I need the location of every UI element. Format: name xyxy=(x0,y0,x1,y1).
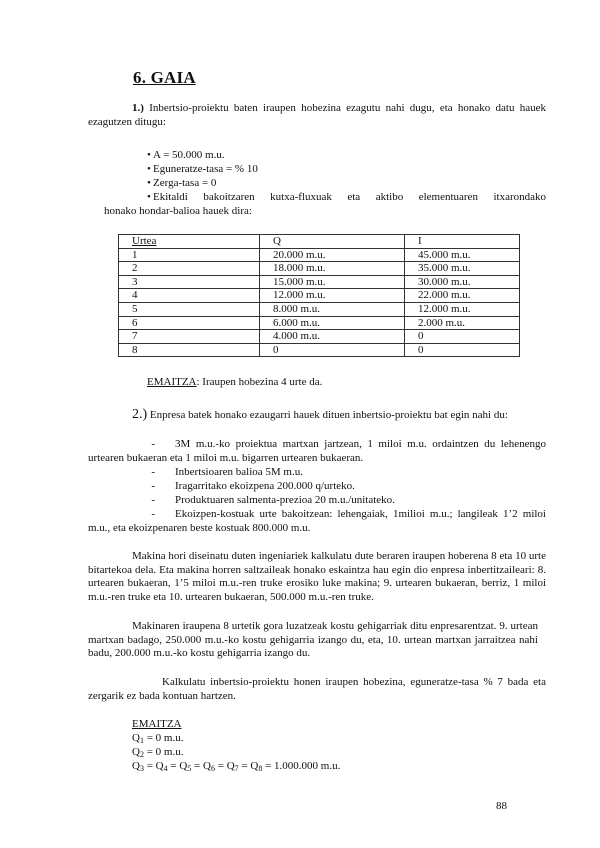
table-row: 1 20.000 m.u. 45.000 m.u. xyxy=(119,248,520,262)
table-row: 2 18.000 m.u. 35.000 m.u. xyxy=(119,262,520,276)
table-row: 7 4.000 m.u. 0 xyxy=(119,330,520,344)
exercise-1-intro xyxy=(88,102,546,129)
page-title: 6. GAIA xyxy=(133,68,196,87)
bullet-icon: • xyxy=(147,177,151,189)
paragraph: Kalkulatu inbertsio-proiektu honen iraupen hobezina, eguneratze-tasa % 7 bada eta zergarik ez bada kontuan hartzen. xyxy=(88,676,546,702)
data-table xyxy=(118,234,520,357)
bullet-icon: • xyxy=(147,163,151,175)
result-label: EMAITZA xyxy=(147,376,197,388)
list-item: - Inbertsioaren balioa 5M m.u. xyxy=(151,466,303,478)
bullet-item: • Ekitaldi bakoitzaren kutxa-fluxuak eta aktibo elementuaren itxarondako xyxy=(147,191,546,203)
table-header-row: Urtea Q I xyxy=(119,235,520,249)
exercise-1-text: Inbertsio-proiektu baten iraupen hobezina ezagutu nahi dugu, eta honako datu hauek ezagutzen ditugu: xyxy=(88,102,547,128)
bullet-item: • A = 50.000 m.u. xyxy=(147,149,225,161)
paragraph: Makinaren iraupena 8 urtetik gora luzatzeak kostu gehigarriak ditu enpresarentzat. 9. urtean martxan badago, 250.000 m.u.-ko kostu gehigarria izango du, eta, 10. urtean martxan jarraitzea nahi badu, 200.000 m.u.-ko kostu gehigarria izango du. xyxy=(88,620,538,660)
table-row: 4 12.000 m.u. 22.000 m.u. xyxy=(119,289,520,303)
exercise-2-number: 2.) xyxy=(132,407,148,422)
paragraph: Makina hori diseinatu duten ingeniariek kalkulatu dute beraren iraupen hoberena 8 eta 10 urte bitartekoa dela. Eta makina horren saltzaileak honako eskaintza hau egin dio enpresa inbertitzaileari: 8. urtearen bukaeran, 1’5 miloi m.u.-ren truke erosiko luke makina; 9. urtearen bukaeran, berriz, 1 miloi m.u.-ren truke eta 10. urtearen bukaeran, 500.000 m.u.-ren truke. xyxy=(88,550,546,603)
page-number: 88 xyxy=(496,800,507,812)
result-line: $Q_2 = 0$ m.u. xyxy=(132,746,184,759)
list-item: - 3M m.u.-ko proiektua martxan jartzean, 1 miloi m.u. ordaintzen du lehenengo urtearen bukaeran eta 1 miloi m.u. bigarren urtearen bukaeran. xyxy=(88,438,546,464)
result-label: EMAITZA xyxy=(132,718,182,730)
exercise-2-text: Enpresa batek honako ezaugarri hauek dituen inbertsio-proiektu bat egin nahi du: xyxy=(149,409,508,421)
list-item: - Iragarritako ekoizpena 200.000 q/urteko. xyxy=(151,480,355,492)
table-row: 5 8.000 m.u. 12.000 m.u. xyxy=(119,302,520,316)
exercise-2-intro xyxy=(88,408,546,423)
list-item: - Produktuaren salmenta-prezioa 20 m.u./unitateko. xyxy=(151,494,395,506)
table-row: 6 6.000 m.u. 2.000 m.u. xyxy=(119,316,520,330)
exercise-1-number: 1.) xyxy=(132,102,144,114)
exercise-1-result xyxy=(147,376,322,390)
list-item: - Ekoizpen-kostuak urte bakoitzean: lehengaiak, 1milioi m.u.; langileak 1’2 miloi m.u., eta ekoizpenaren beste kostuak 800.000 m.u. xyxy=(88,508,546,534)
result-line: $Q_1 = 0$ m.u. xyxy=(132,732,184,745)
table-row: 8 0 0 xyxy=(119,343,520,357)
bullet-item: • Zerga-tasa = 0 xyxy=(147,177,217,189)
table-row: 3 15.000 m.u. 30.000 m.u. xyxy=(119,275,520,289)
bullet-continuation: honako hondar-balioa hauek dira: xyxy=(104,205,252,217)
bullet-icon: • xyxy=(147,191,151,203)
bullet-icon: • xyxy=(147,149,151,161)
result-text: : Iraupen hobezina 4 urte da. xyxy=(196,376,323,388)
result-line: $Q_3 = Q_4 = Q_5 = Q_6 = Q_7 = Q_8 = 1.000.000$ m.u. xyxy=(132,760,341,773)
bullet-item: • Eguneratze-tasa = % 10 xyxy=(147,163,258,175)
